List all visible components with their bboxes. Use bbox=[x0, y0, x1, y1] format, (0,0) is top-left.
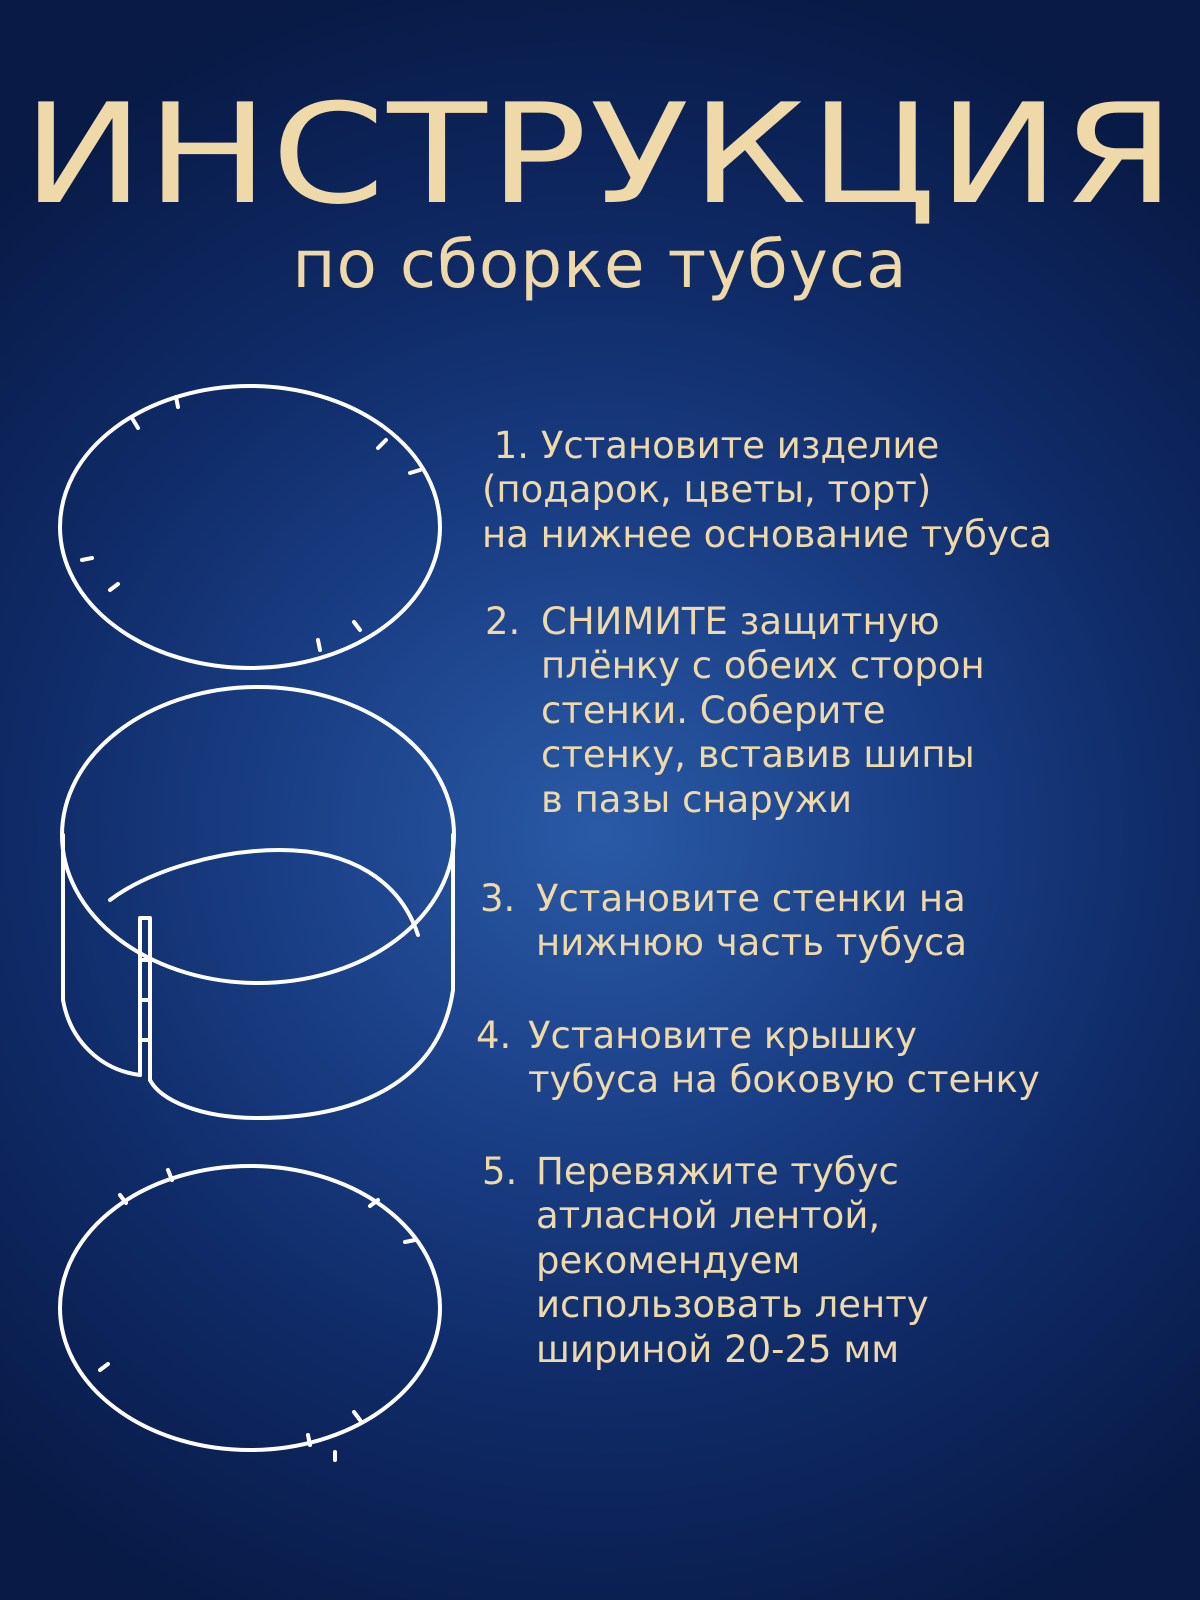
step-4-line-1: Установите крышку bbox=[528, 1014, 918, 1057]
step-5-text bbox=[482, 1150, 929, 1372]
step-2-line-5: в пазы снаружи bbox=[541, 777, 853, 821]
step-2 bbox=[485, 600, 985, 822]
step-5-line-3: рекомендуем bbox=[536, 1238, 801, 1282]
page-title: ИНСТРУКЦИЯ bbox=[22, 74, 1178, 235]
step-4-number: 4. bbox=[476, 1014, 512, 1057]
step-5-line-1: Перевяжите тубус bbox=[536, 1150, 899, 1193]
step-2-number: 2. bbox=[485, 600, 521, 643]
step-3 bbox=[480, 877, 967, 966]
step-2-line-3: стенки. Соберите bbox=[541, 688, 886, 732]
step-1-line-3: на нижнее основание тубуса bbox=[482, 512, 1052, 556]
step-1-text bbox=[482, 424, 1052, 557]
step-4 bbox=[476, 1014, 1040, 1103]
step-2-line-1: СНИМИТЕ защитную bbox=[541, 600, 940, 643]
step-5-line-5: шириной 20-25 мм bbox=[536, 1327, 900, 1371]
step-3-line-2: нижнюю часть тубуса bbox=[536, 921, 967, 965]
page-subtitle: по сборке тубуса bbox=[292, 226, 908, 303]
step-3-line-1: Установите стенки на bbox=[536, 877, 966, 920]
step-2-line-2: плёнку с обеих сторон bbox=[541, 644, 985, 688]
step-1-line-1: 1. Установите изделие bbox=[493, 424, 940, 467]
step-3-text bbox=[480, 877, 967, 966]
step-4-text bbox=[476, 1014, 1040, 1103]
step-5-number: 5. bbox=[482, 1150, 518, 1193]
step-4-line-2: тубуса на боковую стенку bbox=[528, 1058, 1040, 1102]
step-5-line-4: использовать ленту bbox=[536, 1283, 929, 1327]
step-2-text bbox=[485, 600, 985, 822]
step-5-line-2: атласной лентой, bbox=[536, 1194, 881, 1238]
step-3-number: 3. bbox=[480, 877, 516, 920]
step-1-number: 1. bbox=[493, 424, 530, 467]
step-2-line-4: стенку, вставив шипы bbox=[541, 733, 975, 777]
step-5 bbox=[482, 1150, 929, 1372]
step-1 bbox=[482, 424, 1052, 557]
step-1-line-2: (подарок, цветы, торт) bbox=[482, 468, 932, 512]
